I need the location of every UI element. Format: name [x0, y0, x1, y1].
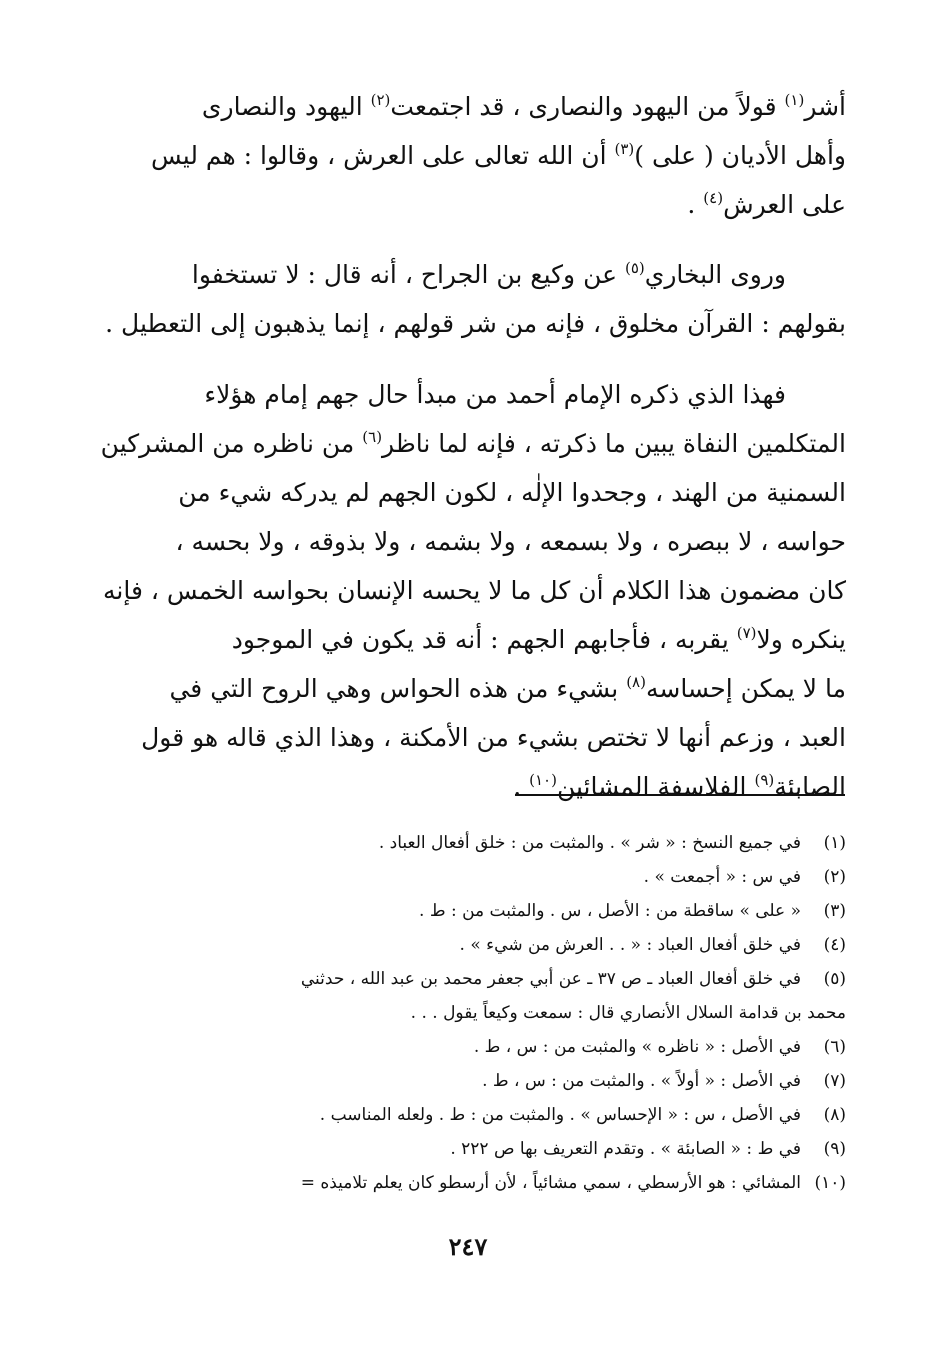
- paragraph-line: العبد ، وزعم أنها لا تختص بشيء من الأمكنة ، وهذا الذي قاله هو قول: [141, 723, 846, 752]
- footnote-marker: (٧): [736, 624, 757, 642]
- footnote-item: [130, 1030, 846, 1064]
- footnote-number: (١): [823, 833, 846, 853]
- paragraph-line: على العرش$^{(٤)}$ .: [687, 189, 846, 219]
- paragraph-line: أشر$^{(١)}$ قولاً من اليهود والنصارى ، قد اجتمعت$^{(٢)}$ اليهود والنصارى: [201, 91, 846, 121]
- footnote-item: [130, 826, 846, 860]
- paragraph-line: السمنية من الهند ، وجحدوا الإلٰه ، لكون الجهم لم يدركه شيء من: [178, 478, 846, 507]
- paragraph-line: كان مضمون هذا الكلام أن كل ما لا يحسه الإنسان بحواسه الخمس ، فإنه: [103, 576, 846, 605]
- footnote-text: في جميع النسخ : « شر » . والمثبت من : خلق أفعال العباد .: [378, 833, 801, 853]
- footnote-number: (١٠): [814, 1173, 846, 1193]
- footnote-text: في الأصل : « ناظره » والمثبت من : س ، ط .: [473, 1037, 801, 1057]
- footnote-item: [130, 1064, 846, 1098]
- paragraph-line: بقولهم : القرآن مخلوق ، فإنه من شر قولهم ، إنما يذهبون إلى التعطيل .: [105, 309, 846, 338]
- paragraph-line: حواسه ، لا ببصره ، ولا بسمعه ، ولا بشمه ، ولا بذوقه ، ولا بحسه ،: [175, 527, 846, 556]
- footnote-marker: (٨): [626, 673, 646, 691]
- footnote-marker: (٦): [362, 428, 383, 446]
- footnote-text: المشائي : هو الأرسطي ، سمي مشائياً ، لأن أرسطو كان يعلم تلاميذه =: [300, 1173, 801, 1193]
- paragraph-line: وروى البخاري$^{(٥)}$ عن وكيع بن الجراح ، أنه قال : لا تستخفوا: [191, 259, 786, 289]
- footnote-item: [130, 1166, 846, 1200]
- footnote-number: (٤): [823, 935, 846, 955]
- footnote-item: [130, 1098, 846, 1132]
- footnote-marker: (٩): [754, 771, 775, 789]
- paragraph-line: المتكلمين النفاة يبين ما ذكرته ، فإنه لما ناظر$^{(٦)}$ من ناظره من المشركين: [100, 428, 846, 458]
- footnote-marker: (٤): [703, 189, 724, 207]
- footnote-separator: [515, 794, 845, 796]
- footnote-item: [130, 928, 846, 962]
- paragraph-line: ينكره ولا$^{(٧)}$ يقربه ، فأجابهم الجهم : أنه قد يكون في الموجود: [231, 624, 846, 654]
- paragraph-line: ما لا يمكن إحساسه$^{(٨)}$ بشيء من هذه الحواس وهي الروح التي في: [169, 673, 846, 703]
- footnote-number: (٩): [823, 1139, 846, 1159]
- footnote-continuation: [130, 996, 846, 1030]
- footnote-text: في الأصل ، س : « الإحساس » . والمثبت من : ط . ولعله المناسب .: [319, 1105, 801, 1125]
- footnote-text: في الأصل : « أولاً » . والمثبت من : س ، ط .: [482, 1071, 801, 1091]
- footnote-marker: (٥): [624, 259, 645, 277]
- footnote-text: « على » ساقطة من : الأصل ، س . والمثبت من : ط .: [419, 901, 801, 921]
- paragraph-2: [105, 250, 846, 348]
- footnote-item: [130, 1132, 846, 1166]
- paragraph-line: الصابئة$^{(٩)}$ الفلاسفة المشائين$^{(١٠)}$ .: [513, 771, 846, 801]
- footnote-item: [130, 860, 846, 894]
- footnote-text: في س : « أجمعت » .: [643, 867, 801, 887]
- paragraph-3: [100, 370, 846, 811]
- paragraph-1: [140, 82, 846, 229]
- footnote-number: (٧): [823, 1071, 846, 1091]
- footnote-marker: (٢): [370, 91, 391, 109]
- paragraph-line: فهذا الذي ذكره الإمام أحمد من مبدأ حال جهم إمام هؤلاء: [204, 380, 786, 409]
- paragraph-line: وأهل الأديان ( على )$^{(٣)}$ أن الله تعالى على العرش ، وقالوا : هم ليس: [150, 140, 846, 170]
- footnote-marker: (١): [784, 91, 805, 109]
- footnote-marker: (٣): [614, 140, 635, 158]
- footnote-number: (٦): [823, 1037, 846, 1057]
- footnote-number: (٨): [823, 1105, 846, 1125]
- footnote-marker: (١٠): [529, 771, 557, 789]
- footnote-number: (٣): [823, 901, 846, 921]
- footnote-text: في خلق أفعال العباد : « . . العرش من شيء » .: [459, 935, 801, 955]
- footnote-text: في ط : « الصابئة » . وتقدم التعريف بها ص ٢٢٢ .: [450, 1139, 801, 1159]
- footnote-text: محمد بن قدامة السلال الأنصاري قال : سمعت وكيعاً يقول . . .: [410, 1003, 846, 1023]
- footnote-number: (٢): [823, 867, 846, 887]
- footnote-item: [130, 894, 846, 928]
- footnote-item: [130, 962, 846, 996]
- footnote-text: في خلق أفعال العباد ـ ص ٣٧ ـ عن أبي جعفر محمد بن عبد الله ، حدثني: [300, 969, 801, 989]
- footnotes: [130, 826, 846, 1200]
- footnote-number: (٥): [823, 969, 846, 989]
- page-number: ٢٤٧: [448, 1232, 488, 1261]
